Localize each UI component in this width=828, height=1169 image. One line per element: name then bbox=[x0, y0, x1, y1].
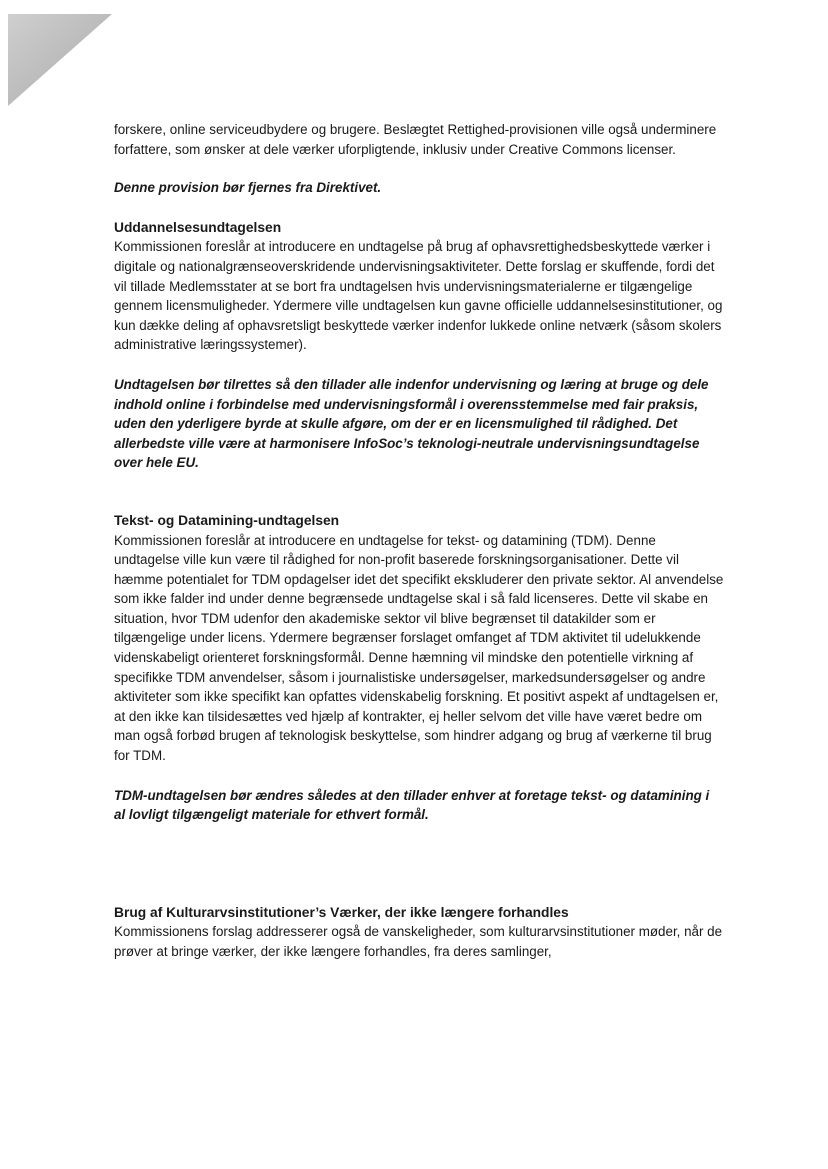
section-body-tdm: Kommissionen foreslår at introducere en undtagelse for tekst- og datamining (TDM). Denne undtagelse ville kun være til rådighed for non-profit baserede forskningsorganisationer. Dette vil hæmme potentialet for TDM opdagelser idet det specifikt ekskluderer den private sektor. Al anvendelse som ikke falder ind under denne begrænsede undtagelse skal i så fald licenseres. Dette vil skabe en situation, hvor TDM udenfor den akademiske sektor vil blive begrænset til datakilder som er tilgængelige under licens. Ydermere begrænser forslaget omfanget af TDM aktivitet til udelukkende videnskabeligt orienteret forskningsformål. Denne hæmning vil mindske den potentielle virkning af specifikke TDM anvendelser, såsom i journalistiske undersøgelser, markedsundersøgelser og andre aktiviteter som ikke specifikt kan opfattes videnskabelig forskning. Et positivt aspekt af undtagelsen er, at den ikke kan tilsidesættes ved hjælp af kontrakter, ej heller selvom det ville have været bedre om man også forbød brugen af teknologisk beskyttelse, som hindrer adgang og brug af værkerne til brug for TDM. bbox=[114, 532, 724, 764]
section-body-education: Kommissionen foreslår at introducere en undtagelse på brug af ophavsrettighedsbeskyttede værker i digitale og nationalgrænseoverskridende undervisningsaktiviteter. Dette forslag er skuffende, fordi det vil tillade Medlemsstater at se bort fra undtagelsen hvis undervisningsmaterialerne er tilgængelige gennem licensmuligheder. Ydermere ville undtagelsen kun gavne officielle uddannelsesinstitutioner, og kun dække deling af ophavsretsligt beskyttede værker indenfor lukkede online netværk (såsom skolers administrative læringssystemer). bbox=[114, 239, 723, 353]
section-recommendation-education: Undtagelsen bør tilrettes så den tillader alle indenfor undervisning og læring at bruge og dele indhold online i forbindelse med undervisningsformål i overensstemmelse med fair praksis, uden den yderligere byrde at skulle afgøre, om der er en licensmulighed til rådighed. Det allerbedste ville være at harmonisere InfoSoc’s teknologi-neutrale undervisningsundtagelse over hele EU. bbox=[114, 376, 709, 471]
intro-recommendation: Denne provision bør fjernes fra Direktivet. bbox=[114, 180, 382, 196]
page-corner-fold bbox=[8, 14, 112, 106]
section-heading-tdm: Tekst- og Datamining-undtagelsen bbox=[114, 512, 340, 528]
section-heading-education: Uddannelsesundtagelsen bbox=[114, 219, 282, 235]
section-recommendation-tdm: TDM-undtagelsen bør ændres således at den tillader enhver at foretage tekst- og datamining i al lovligt tilgængeligt materiale for ethvert formål. bbox=[114, 787, 710, 823]
intro-paragraph: forskere, online serviceudbydere og brugere. Beslægtet Rettighed-provisionen ville også underminere forfattere, som ønsker at dele værker uforpligtende, inklusiv under Creative Commons licenser. bbox=[114, 122, 717, 157]
section-body-cultural-heritage: Kommissionens forslag addresserer også de vanskeligheder, som kulturarvsinstitutioner møder, når de prøver at bringe værker, der ikke længere forhandles, fra deres samlinger, bbox=[114, 924, 723, 959]
section-heading-cultural-heritage: Brug af Kulturarvsinstitutioner’s Værker, der ikke længere forhandles bbox=[114, 904, 569, 920]
document-page bbox=[114, 120, 724, 962]
